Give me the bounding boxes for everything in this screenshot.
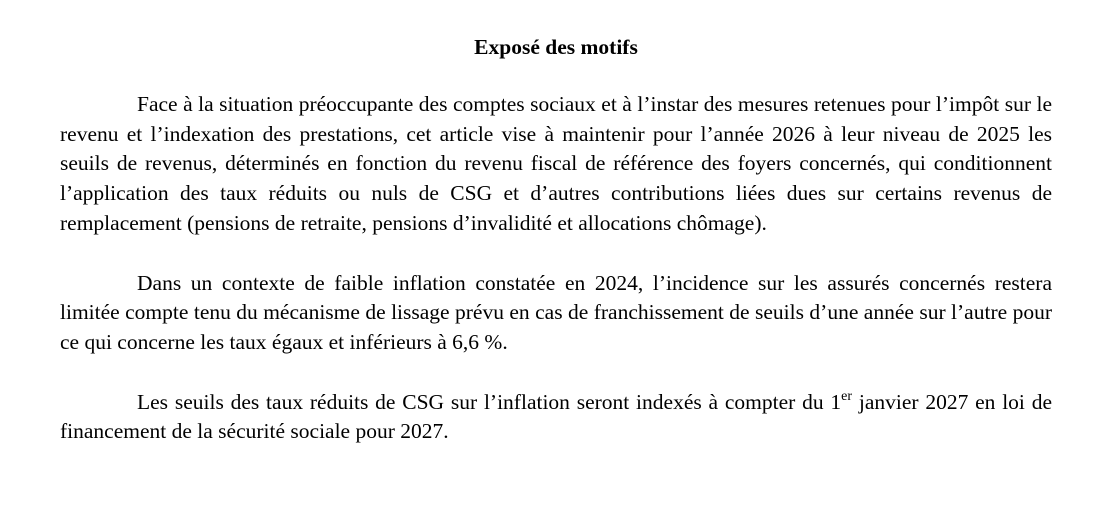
paragraph-3-text-before: Les seuils des taux réduits de CSG sur l’inflation seront indexés à compter du 1	[137, 389, 842, 414]
ordinal-superscript: er	[841, 388, 853, 404]
paragraph-1: Face à la situation préoccupante des comptes sociaux et à l’instar des mesures retenues pour l’impôt sur le revenu et l’indexation des prestations, cet article vise à maintenir pour l’année 2026 à leur niveau de 2025 les seuils de revenus, déterminés en fonction du revenu fiscal de référence des foyers concernés, qui conditionnent l’application des taux réduits ou nuls de CSG et d’autres contributions liées dues sur certains revenus de remplacement (pensions de retraite, pensions d’invalidité et allocations chômage).	[60, 92, 1052, 235]
document-page	[60, 34, 1052, 447]
paragraph-2: Dans un contexte de faible inflation constatée en 2024, l’incidence sur les assurés concernés restera limitée compte tenu du mécanisme de lissage prévu en cas de franchissement de seuils d’une année sur l’autre pour ce qui concerne les taux égaux et inférieurs à 6,6 %.	[60, 270, 1052, 354]
paragraph-3-text-after: janvier 2027 en loi de financement de la sécurité sociale pour 2027.	[60, 389, 1052, 444]
document-title: Exposé des motifs	[474, 35, 638, 59]
paragraph-3	[60, 388, 1052, 447]
